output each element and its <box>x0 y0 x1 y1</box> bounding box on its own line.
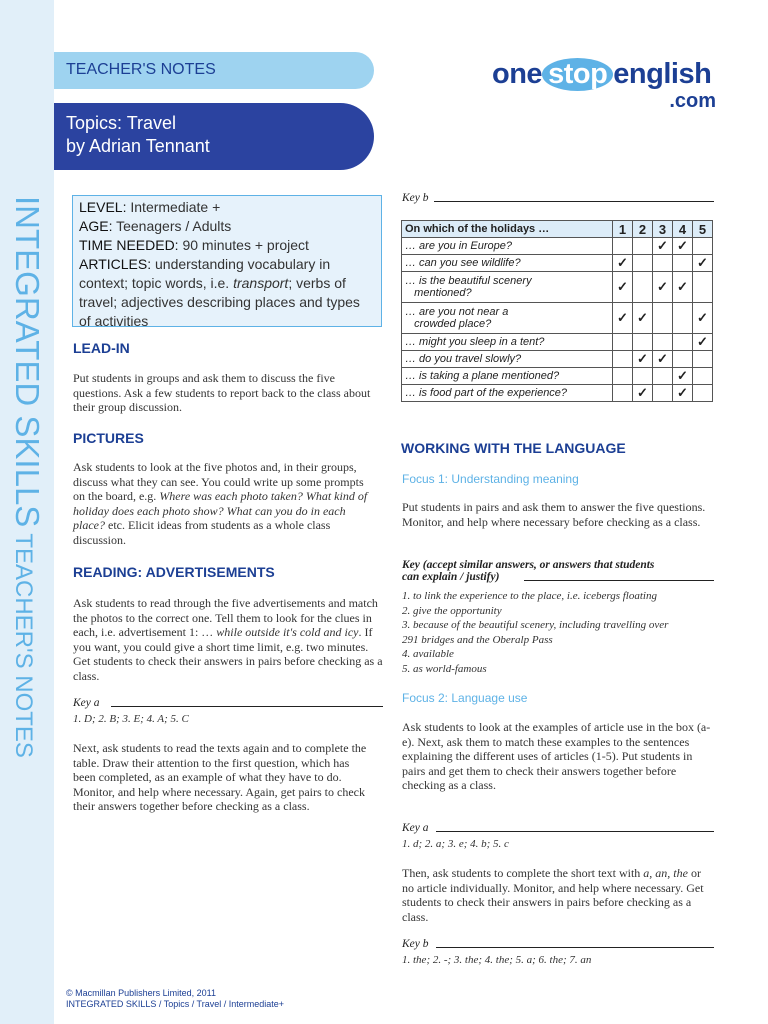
focus2-key-b-label: Key b <box>402 938 429 950</box>
footer-breadcrumb: INTEGRATED SKILLS / Topics / Travel / Intermediate+ <box>66 999 284 1009</box>
table-row <box>402 255 713 272</box>
logo-stop: stop <box>542 58 613 91</box>
sidebar-title-bold: INTEGRATED SKILLS <box>9 196 46 528</box>
table-header-col-1: 1 <box>613 221 633 238</box>
sidebar-vertical-title <box>5 196 49 796</box>
checkmark-icon: ✓ <box>693 334 713 351</box>
table-empty-cell <box>693 238 713 255</box>
articles-value-em: transport <box>233 275 289 291</box>
time-label: TIME NEEDED: <box>79 237 179 253</box>
reading-text-b: . If you want, you could give a short time limit, e.g. two minutes. Get students to check their answers in pairs before checking as a class. <box>73 625 383 683</box>
pictures-text-em: Where was each photo taken? What kind of holiday does each photo show? What can you do in each place? <box>73 489 368 532</box>
focus1-heading: Focus 1: Understanding meaning <box>402 472 579 486</box>
pictures-text-b: etc. Elicit ideas from students as a whole class discussion. <box>73 518 331 547</box>
checkmark-icon: ✓ <box>673 385 693 402</box>
checkmark-icon: ✓ <box>693 255 713 272</box>
table-empty-cell <box>613 385 633 402</box>
reading-heading: READING: ADVERTISEMENTS <box>73 564 275 580</box>
focus2-key-a-label: Key a <box>402 822 429 834</box>
table-header-col-4: 4 <box>673 221 693 238</box>
age-value: Teenagers / Adults <box>112 218 232 234</box>
checkmark-icon: ✓ <box>653 272 673 303</box>
level-label: LEVEL: <box>79 199 127 215</box>
table-empty-cell <box>673 303 693 334</box>
table-empty-cell <box>653 385 673 402</box>
pictures-text <box>73 460 373 547</box>
checkmark-icon: ✓ <box>613 272 633 303</box>
table-empty-cell <box>693 385 713 402</box>
table-empty-cell <box>653 303 673 334</box>
focus2-key-b <box>402 938 714 950</box>
focus1-key-answers <box>402 589 718 676</box>
then-text-em: a, an, the <box>643 866 688 880</box>
table-empty-cell <box>613 368 633 385</box>
holidays-table <box>401 220 713 402</box>
focus1-key-heading <box>402 559 714 583</box>
table-empty-cell <box>613 238 633 255</box>
articles-label: ARTICLES: <box>79 256 152 272</box>
table-row <box>402 272 713 303</box>
footer <box>66 988 284 1010</box>
table-empty-cell <box>633 255 653 272</box>
table-row-question: … can you see wildlife? <box>402 255 613 272</box>
then-text-b: or no article individually. Monitor, and help where necessary. Get students to check their answers in pairs before checking as a class. <box>402 866 704 924</box>
reading-text <box>73 596 385 683</box>
then-text-a: Then, ask students to complete the short text with <box>402 866 644 880</box>
table-header-col-3: 3 <box>653 221 673 238</box>
working-heading: WORKING WITH THE LANGUAGE <box>401 440 626 456</box>
table-empty-cell <box>693 368 713 385</box>
leadin-text: Put students in groups and ask them to discuss the five questions. Ask a few students to report back to the class about their group discussion. <box>73 371 371 414</box>
table-row-question: … is the beautiful scenery mentioned? <box>402 272 613 303</box>
focus2-text: Ask students to look at the examples of article use in the box (a-e). Next, ask them to match these examples to the sentences explaining the different uses of articles (1-5). Put students in pairs and get them to check their answers together before checking as a class. <box>402 720 711 792</box>
table-empty-cell <box>653 334 673 351</box>
level-value: Intermediate + <box>126 199 221 215</box>
table-row-question: … are you in Europe? <box>402 238 613 255</box>
onestopenglish-logo <box>492 58 722 118</box>
reading-text-2: Next, ask students to read the texts again and to complete the table. Draw their attention to the first question, which has been completed, as an example of what they have to do. Monitor, and help where necessary. Again, get pairs to check their answers together before checking as a class. <box>73 741 367 813</box>
table-row <box>402 385 713 402</box>
table-row-question: … are you not near a crowded place? <box>402 303 613 334</box>
table-header-col-2: 2 <box>633 221 653 238</box>
logo-one: one <box>492 58 543 90</box>
focus2-heading: Focus 2: Language use <box>402 691 528 705</box>
checkmark-icon: ✓ <box>613 255 633 272</box>
age-label: AGE: <box>79 218 113 234</box>
checkmark-icon: ✓ <box>693 303 713 334</box>
focus2-key-b-answers: 1. the; 2. -; 3. the; 4. the; 5. a; 6. the; 7. an <box>402 954 592 966</box>
focus1-key-label-b: can explain / justify) <box>402 571 500 583</box>
pictures-heading: PICTURES <box>73 430 144 446</box>
reading-key-a-answers: 1. D; 2. B; 3. E; 4. A; 5. C <box>73 713 189 725</box>
table-row <box>402 334 713 351</box>
table-empty-cell <box>633 272 653 303</box>
checkmark-icon: ✓ <box>673 272 693 303</box>
table-empty-cell <box>613 334 633 351</box>
table-header-question: On which of the holidays … <box>402 221 613 238</box>
table-empty-cell <box>633 238 653 255</box>
checkmark-icon: ✓ <box>653 351 673 368</box>
table-empty-cell <box>693 272 713 303</box>
table-row-question: … is taking a plane mentioned? <box>402 368 613 385</box>
focus1-answer-4: 4. available <box>402 648 454 660</box>
table-empty-cell <box>613 351 633 368</box>
focus1-answer-5: 5. as world-famous <box>402 662 487 675</box>
checkmark-icon: ✓ <box>613 303 633 334</box>
sidebar-band <box>0 0 54 1024</box>
leadin-heading: LEAD-IN <box>73 340 130 356</box>
reading-key-a-label: Key a <box>73 697 100 709</box>
table-row <box>402 351 713 368</box>
table-row-question: … is food part of the experience? <box>402 385 613 402</box>
focus1-answer-1: 1. to link the experience to the place, i.e. icebergs floating <box>402 590 657 602</box>
pictures-text-a: Ask students to look at the five photos and, in their groups, discuss what they can see. You could write up some prompts on the board, e.g. <box>73 460 364 503</box>
topic-banner <box>54 103 374 170</box>
time-value: 90 minutes + project <box>178 237 309 253</box>
focus1-key-label-a: Key (accept similar answers, or answers that students <box>402 559 655 571</box>
focus2-key-a-answers: 1. d; 2. a; 3. e; 4. b; 5. c <box>402 838 509 850</box>
table-empty-cell <box>673 351 693 368</box>
table-empty-cell <box>673 255 693 272</box>
checkmark-icon: ✓ <box>673 238 693 255</box>
topic-title: Topics: Travel <box>66 113 177 133</box>
checkmark-icon: ✓ <box>633 351 653 368</box>
teachers-notes-label: TEACHER'S NOTES <box>66 61 216 78</box>
table-key-b-label: Key b <box>402 192 429 204</box>
checkmark-icon: ✓ <box>653 238 673 255</box>
focus1-text: Put students in pairs and ask them to answer the five questions. Monitor, and help where necessary before checking as a class. <box>402 500 706 529</box>
articles-value-a: understanding vocabulary in context; topic words, i.e. <box>79 256 331 291</box>
logo-english: english <box>613 58 712 90</box>
sidebar-title-light: TEACHER'S NOTES <box>10 533 37 758</box>
lesson-info-box <box>72 195 382 327</box>
table-key-b <box>402 192 714 204</box>
reading-key-a <box>73 697 383 709</box>
table-row <box>402 303 713 334</box>
focus2-key-a <box>402 822 714 834</box>
reading-text-em: while outside it's cold and icy <box>216 625 359 639</box>
table-row-question: … do you travel slowly? <box>402 351 613 368</box>
table-row-question: … might you sleep in a tent? <box>402 334 613 351</box>
topic-author: by Adrian Tennant <box>66 136 210 156</box>
articles-value-b: ; verbs of travel; adjectives describing places and types of activities <box>79 275 360 329</box>
table-empty-cell <box>653 368 673 385</box>
table-header-row <box>402 221 713 238</box>
table-empty-cell <box>653 255 673 272</box>
table-empty-cell <box>633 334 653 351</box>
footer-copyright: © Macmillan Publishers Limited, 2011 <box>66 988 217 998</box>
teachers-notes-banner <box>54 52 374 89</box>
table-row <box>402 238 713 255</box>
checkmark-icon: ✓ <box>673 368 693 385</box>
focus1-answer-2: 2. give the opportunity <box>402 604 502 617</box>
table-empty-cell <box>633 368 653 385</box>
focus2-then-text <box>402 866 714 924</box>
checkmark-icon: ✓ <box>633 303 653 334</box>
table-empty-cell <box>693 351 713 368</box>
table-header-col-5: 5 <box>693 221 713 238</box>
reading-text-a: Ask students to read through the five advertisements and match the photos to the correct one. Tell them to look for the clues in each, i.e. advertisement 1: … <box>73 596 378 639</box>
checkmark-icon: ✓ <box>633 385 653 402</box>
table-empty-cell <box>673 334 693 351</box>
logo-com: .com <box>669 90 716 112</box>
table-row <box>402 368 713 385</box>
focus1-answer-3: 3. because of the beautiful scenery, including travelling over <box>402 619 669 631</box>
focus1-answer-3b: 291 bridges and the Oberalp Pass <box>402 633 553 646</box>
